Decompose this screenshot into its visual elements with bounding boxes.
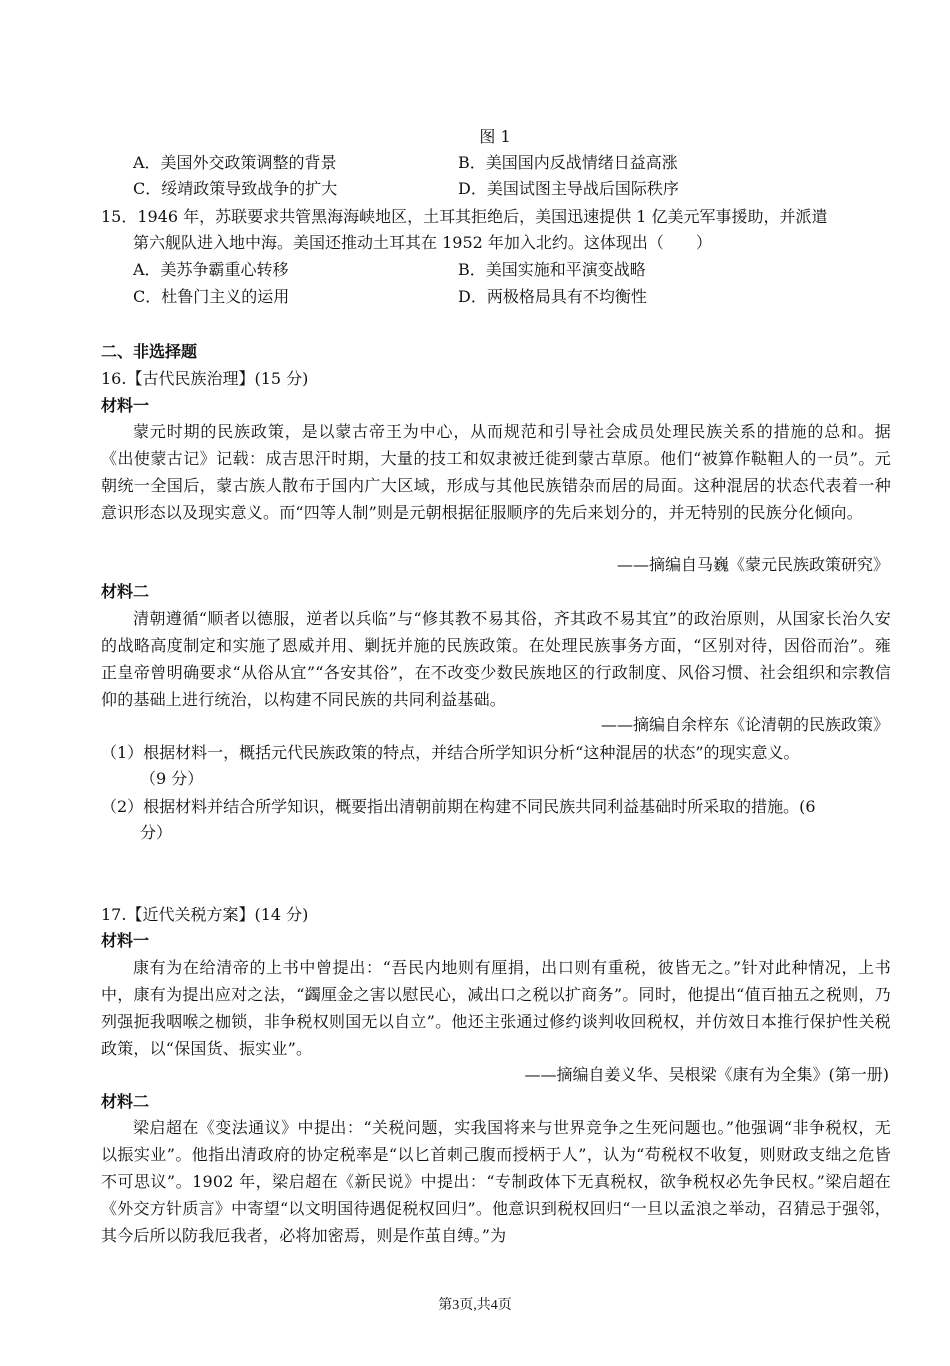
q17-material1-label: 材料一 <box>101 931 150 950</box>
figure-caption: 图 1 <box>479 127 511 146</box>
q16-material2-label: 材料二 <box>101 582 150 601</box>
q16-material1-label: 材料一 <box>101 396 150 415</box>
q17-material1-source: ——摘编自姜义华、吴根梁《康有为全集》(第一册) <box>524 1065 889 1084</box>
q14-option-a: A．美国外交政策调整的背景 <box>133 153 337 172</box>
q16-question1-line2: （9 分） <box>140 769 204 788</box>
q16-material2-source: ——摘编自余梓东《论清朝的民族政策》 <box>600 715 889 734</box>
section-title: 二、非选择题 <box>101 342 198 361</box>
q16-question2-line1: （2）根据材料并结合所学知识，概要指出清朝前期在构建不同民族共同利益基础时所采取的措施。(6 <box>101 797 816 816</box>
q15-option-a: A．美苏争霸重心转移 <box>133 260 289 279</box>
q14-option-b: B．美国国内反战情绪日益高涨 <box>458 153 678 172</box>
q15-stem-line1: 15．1946 年，苏联要求共管黑海海峡地区，土耳其拒绝后，美国迅速提供 1 亿美元军事援助，并派遣 <box>101 207 828 226</box>
q14-option-c: C．绥靖政策导致战争的扩大 <box>133 179 338 198</box>
q17-material2-label: 材料二 <box>101 1092 150 1111</box>
page-footer: 第3页,共4页 <box>438 1298 512 1313</box>
q16-material1-source: ——摘编自马巍《蒙元民族政策研究》 <box>616 555 889 574</box>
q15-option-c: C．杜鲁门主义的运用 <box>133 287 290 306</box>
q16-question1-line1: （1）根据材料一，概括元代民族政策的特点，并结合所学知识分析“这种混居的状态”的现实意义。 <box>101 743 800 762</box>
q14-option-d: D．美国试图主导战后国际秩序 <box>458 179 679 198</box>
q17-title: 17.【近代关税方案】(14 分) <box>101 905 309 924</box>
q15-option-d: D．两极格局具有不均衡性 <box>458 287 647 306</box>
q16-material2-text: 清朝遵循“顺者以德服，逆者以兵临”与“修其教不易其俗，齐其政不易其宜”的政治原则，从国家长治久安的战略高度制定和实施了恩威并用、剿抚并施的民族政策。在处理民族事务方面，“区别对待，因俗而治”。雍正皇帝曾明确要求“从俗从宜”“各安其俗”，在不改变少数民族地区的行政制度、风俗习惯、社会组织和宗教信仰的基础上进行统治，以构建不同民族的共同利益基础。 <box>101 609 891 709</box>
q16-title: 16.【古代民族治理】(15 分) <box>101 369 309 388</box>
q15-stem-line2: 第六舰队进入地中海。美国还推动土耳其在 1952 年加入北约。这体现出（ ） <box>133 233 712 252</box>
q16-question2-line2: 分） <box>140 823 173 842</box>
q15-option-b: B．美国实施和平演变战略 <box>458 260 646 279</box>
q17-material2-text: 梁启超在《变法通议》中提出：“关税问题，实我国将来与世界竞争之生死问题也。”他强调“非争税权，无以振实业”。他指出清政府的协定税率是“以匕首刺己腹而授柄于人”，认为“苟税权不收复，则财政支绌之危皆不可思议”。1902 年，梁启超在《新民说》中提出：“专制政体下无真税权，欲争税权必先争民权。”梁启超在《外交方针质言》中寄望“以文明国待遇促税权回归”。他意识到税权回归“一旦以孟浪之举动，召猜忌于强邻，其今后所以防我厄我者，必将加密焉，则是作茧自缚。”为 <box>101 1118 891 1245</box>
q17-material1-text: 康有为在给清帝的上书中曾提出：“吾民内地则有厘捐，出口则有重税，彼皆无之。”针对此种情况，上书中，康有为提出应对之法，“蠲厘金之害以慰民心，减出口之税以扩商务”。同时，他提出“值百抽五之税则，乃列强扼我咽喉之枷锁，非争税权则国无以自立”。他还主张通过修约谈判收回税权，并仿效日本推行保护性关税政策，以“保国货、振实业”。 <box>101 958 891 1058</box>
q16-material1-text: 蒙元时期的民族政策，是以蒙古帝王为中心，从而规范和引导社会成员处理民族关系的措施的总和。据《出使蒙古记》记载：成吉思汗时期，大量的技工和奴隶被迁徙到蒙古草原。他们“被算作鞑靼人的一员”。元朝统一全国后，蒙古族人散布于国内广大区域，形成与其他民族错杂而居的局面。这种混居的状态代表着一种意识形态以及现实意义。而“四等人制”则是元朝根据征服顺序的先后来划分的，并无特别的民族分化倾向。 <box>101 422 891 522</box>
